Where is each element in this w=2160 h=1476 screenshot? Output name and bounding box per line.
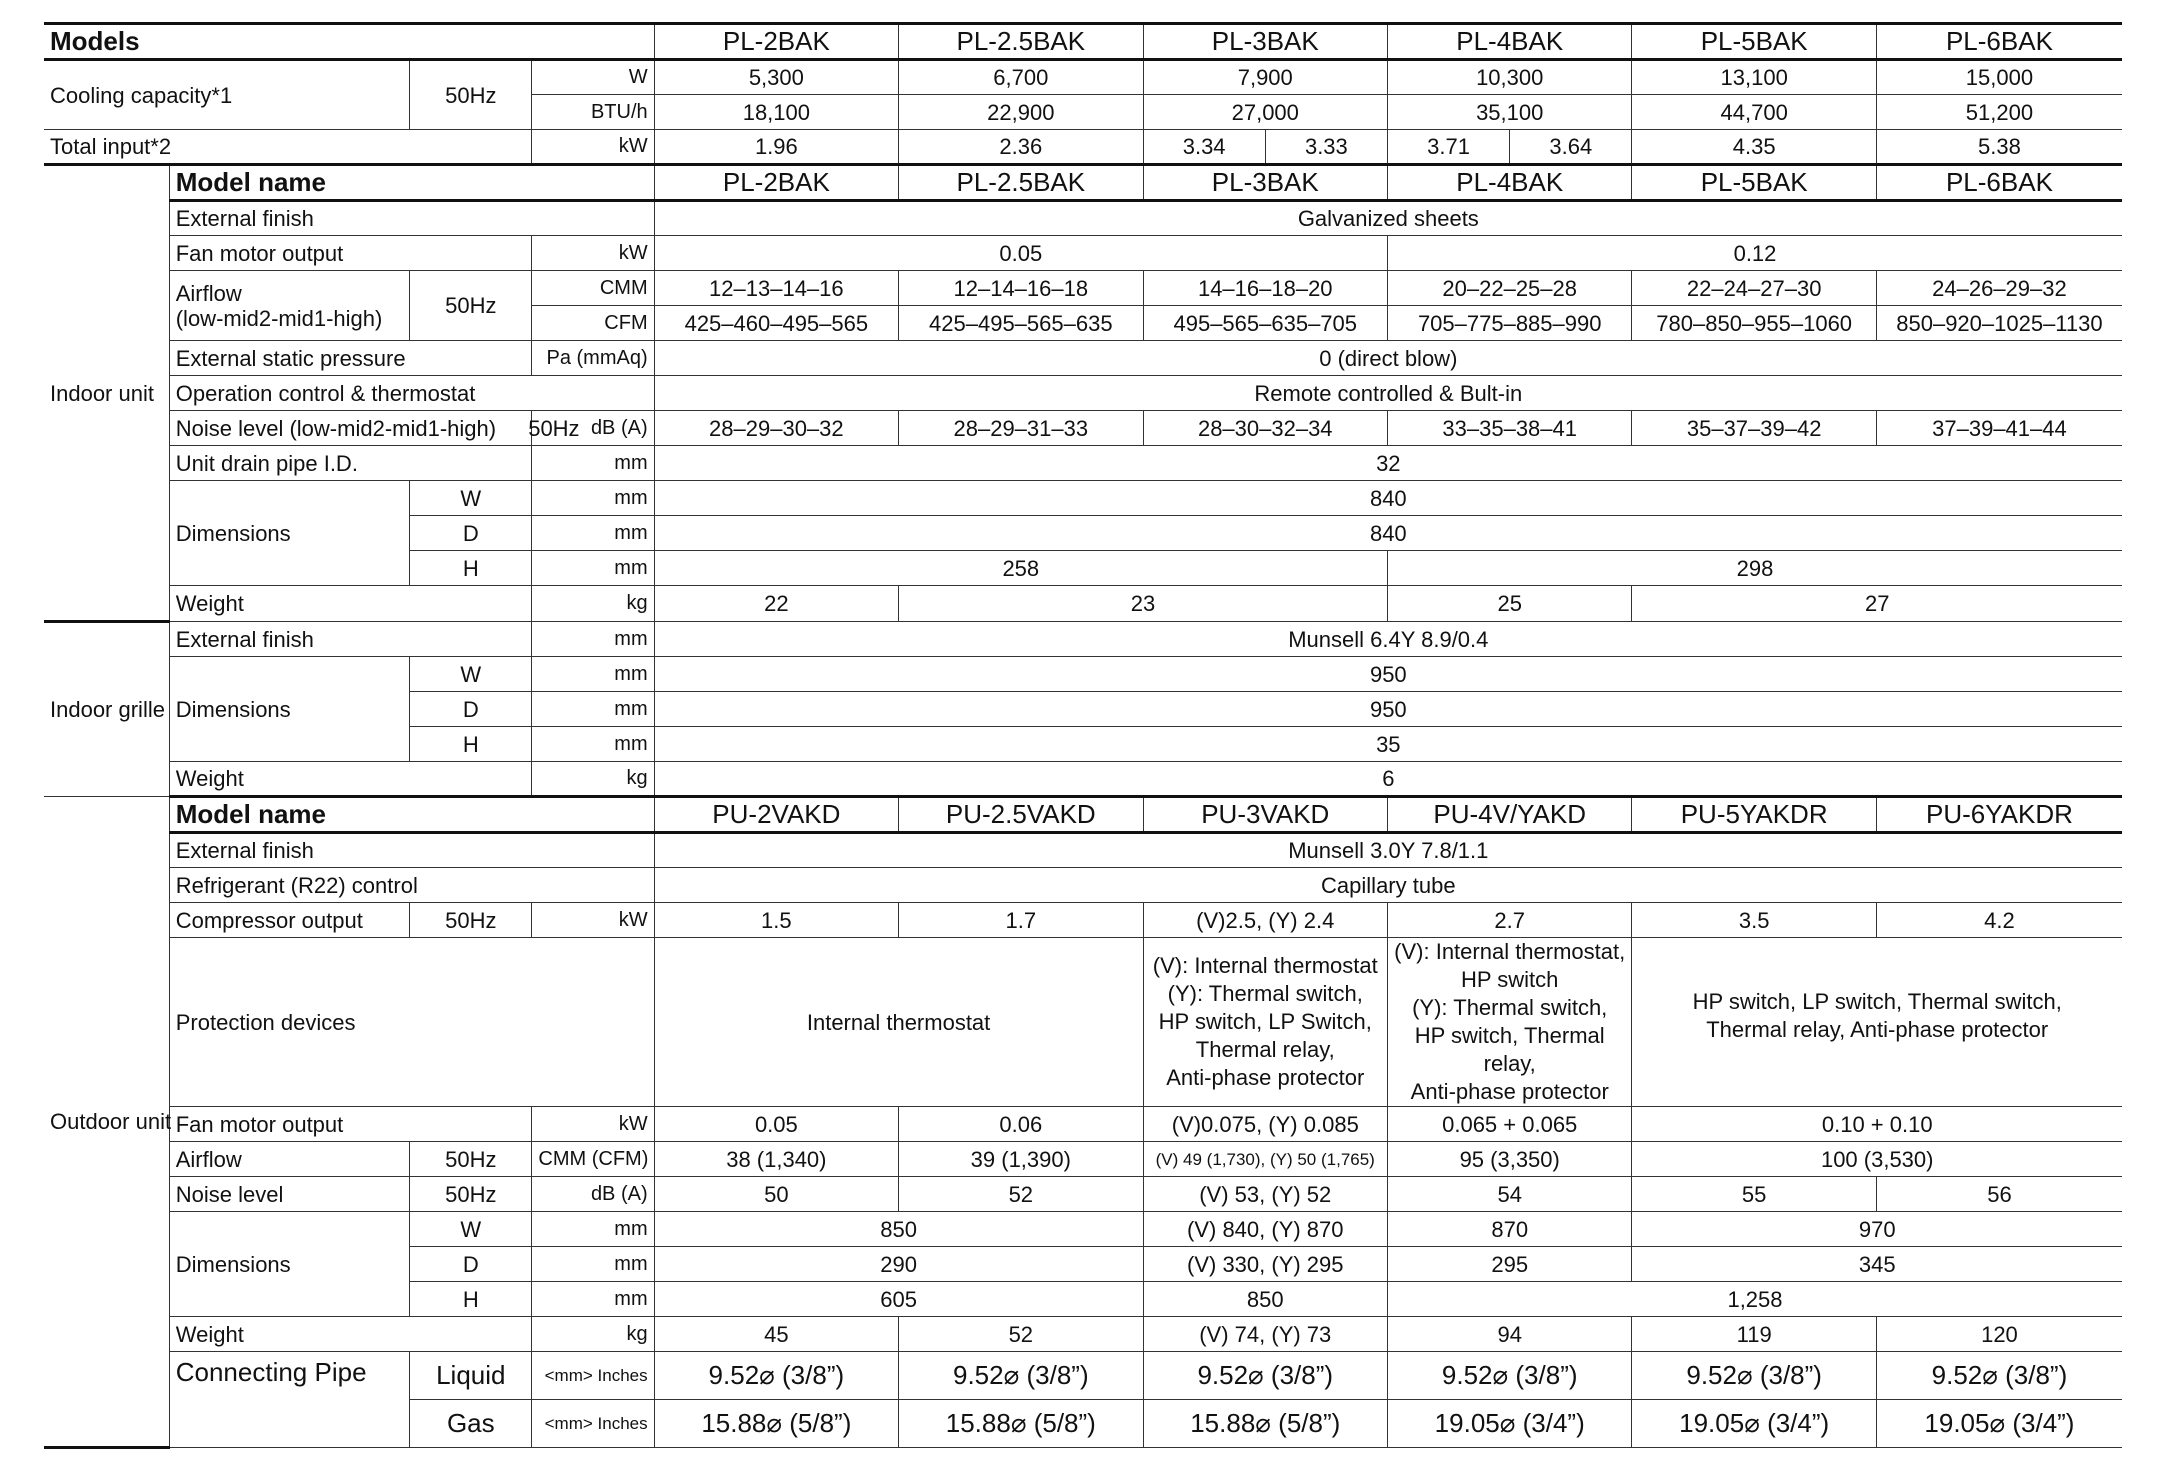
- value-cell: 37–39–41–44: [1876, 411, 2122, 446]
- unit-label: mm: [532, 1212, 654, 1247]
- model-header: PL-6BAK: [1876, 24, 2122, 60]
- unit-label: mm: [532, 446, 654, 481]
- value-cell: 54: [1387, 1177, 1631, 1212]
- value-cell: 14–16–18–20: [1143, 271, 1387, 306]
- value-cell: 22,900: [899, 95, 1143, 130]
- model-header: PU-4V/YAKD: [1387, 797, 1631, 833]
- row-label: External finish: [169, 622, 532, 657]
- value-cell: Galvanized sheets: [654, 201, 2122, 236]
- value-cell: 33–35–38–41: [1387, 411, 1631, 446]
- value-cell: 22: [654, 586, 898, 622]
- row-label: External finish: [169, 201, 654, 236]
- value-cell: 3.33: [1265, 130, 1387, 165]
- model-header: PL-5BAK: [1632, 165, 1876, 201]
- value-cell: 5.38: [1876, 130, 2122, 165]
- value-cell: 7,900: [1143, 60, 1387, 95]
- dimension-axis-label: D: [410, 692, 532, 727]
- row-label: Weight: [169, 762, 532, 797]
- spec-table-wrapper: [44, 22, 2122, 1449]
- value-cell: 290: [654, 1247, 1143, 1282]
- unit-label: mm: [532, 481, 654, 516]
- unit-label: mm: [532, 692, 654, 727]
- value-cell: 15,000: [1876, 60, 2122, 95]
- unit-label: mm: [532, 727, 654, 762]
- model-header: PL-2BAK: [654, 165, 898, 201]
- value-cell: 0.05: [654, 236, 1387, 271]
- value-cell: 4.35: [1632, 130, 1876, 165]
- row-label: Protection devices: [169, 938, 654, 1107]
- row-label: Weight: [169, 1317, 532, 1352]
- frequency-label: 50Hz: [410, 271, 532, 341]
- value-cell: 3.5: [1632, 903, 1876, 938]
- value-cell: 2.36: [899, 130, 1143, 165]
- dimension-axis-label: H: [410, 551, 532, 586]
- airflow-label: [169, 271, 409, 341]
- model-header: PL-3BAK: [1143, 24, 1387, 60]
- model-header: PL-4BAK: [1387, 24, 1631, 60]
- value-cell: 56: [1876, 1177, 2122, 1212]
- model-header: PL-2.5BAK: [899, 165, 1143, 201]
- value-cell: 28–29–31–33: [899, 411, 1143, 446]
- noise-level-label: [169, 411, 580, 446]
- value-cell: 15.88⌀ (5/8”): [899, 1400, 1143, 1448]
- value-cell: 35–37–39–42: [1632, 411, 1876, 446]
- value-cell: 295: [1387, 1247, 1631, 1282]
- value-cell: 1.5: [654, 903, 898, 938]
- row-label: External finish: [169, 833, 654, 868]
- row-label: Dimensions: [169, 481, 409, 586]
- unit-label: <mm> Inches: [532, 1352, 654, 1400]
- value-cell: 12–14–16–18: [899, 271, 1143, 306]
- dimension-axis-label: D: [410, 516, 532, 551]
- value-line: Thermal relay,: [1195, 1037, 1335, 1062]
- value-cell: Munsell 6.4Y 8.9/0.4: [654, 622, 2122, 657]
- model-header: PL-4BAK: [1387, 165, 1631, 201]
- row-label: Fan motor output: [169, 1107, 532, 1142]
- value-cell: 18,100: [654, 95, 898, 130]
- unit-label: BTU/h: [532, 95, 654, 130]
- model-header: PL-6BAK: [1876, 165, 2122, 201]
- unit-label: mm: [532, 622, 654, 657]
- row-sublabel: (low-mid2-mid1-high): [175, 305, 383, 331]
- value-cell: 840: [654, 516, 2122, 551]
- value-cell: 12–13–14–16: [654, 271, 898, 306]
- value-cell: 258: [654, 551, 1387, 586]
- value-cell: 850: [1143, 1282, 1387, 1317]
- unit-label: CFM: [532, 306, 654, 341]
- value-cell: 35,100: [1387, 95, 1631, 130]
- row-label: Connecting Pipe: [169, 1352, 409, 1448]
- frequency-label: 50Hz: [410, 1177, 532, 1212]
- value-cell: 3.64: [1510, 130, 1632, 165]
- value-cell: 52: [899, 1317, 1143, 1352]
- total-input-label: Total input*2: [44, 130, 532, 165]
- row-label: Dimensions: [169, 657, 409, 762]
- row-label: Unit drain pipe I.D.: [169, 446, 532, 481]
- value-cell: 0.05: [654, 1107, 898, 1142]
- unit-label: W: [532, 60, 654, 95]
- value-cell: 298: [1387, 551, 2122, 586]
- frequency-label: 50Hz: [528, 415, 580, 441]
- value-cell: 850–920–1025–1130: [1876, 306, 2122, 341]
- pipe-type-label: Gas: [410, 1400, 532, 1448]
- value-cell: 10,300: [1387, 60, 1631, 95]
- row-label: Noise level: [175, 415, 284, 441]
- value-cell: 19.05⌀ (3/4”): [1632, 1400, 1876, 1448]
- specification-table: [44, 22, 2122, 1449]
- value-cell: Internal thermostat: [654, 938, 1143, 1107]
- value-cell: 4.2: [1876, 903, 2122, 938]
- value-cell: 50: [654, 1177, 898, 1212]
- value-cell: 2.7: [1387, 903, 1631, 938]
- value-cell: 23: [899, 586, 1388, 622]
- value-cell: 100 (3,530): [1632, 1142, 2122, 1177]
- model-header: PL-2.5BAK: [899, 24, 1143, 60]
- cooling-capacity-label: Cooling capacity*1: [44, 60, 410, 130]
- value-cell: (V) 53, (Y) 52: [1143, 1177, 1387, 1212]
- value-cell: 780–850–955–1060: [1632, 306, 1876, 341]
- unit-label: kW: [532, 903, 654, 938]
- row-label: Compressor output: [169, 903, 409, 938]
- value-cell: 55: [1632, 1177, 1876, 1212]
- value-cell: 1,258: [1387, 1282, 2122, 1317]
- value-cell: 51,200: [1876, 95, 2122, 130]
- value-line: HP switch, LP switch, Thermal switch,: [1692, 989, 2062, 1014]
- value-line: (Y): Thermal switch,: [1412, 995, 1608, 1020]
- value-cell: 345: [1632, 1247, 2122, 1282]
- value-cell: 19.05⌀ (3/4”): [1387, 1400, 1631, 1448]
- value-cell: 15.88⌀ (5/8”): [1143, 1400, 1387, 1448]
- value-cell: 95 (3,350): [1387, 1142, 1631, 1177]
- dimension-axis-label: W: [410, 1212, 532, 1247]
- model-name-label: Model name: [169, 165, 654, 201]
- unit-label: <mm> Inches: [532, 1400, 654, 1448]
- value-cell: 24–26–29–32: [1876, 271, 2122, 306]
- model-header: PU-3VAKD: [1143, 797, 1387, 833]
- unit-label: kg: [532, 762, 654, 797]
- value-cell: 950: [654, 692, 2122, 727]
- unit-label: kg: [532, 586, 654, 622]
- protection-devices-cell: [1632, 938, 2122, 1107]
- frequency-label: 50Hz: [410, 60, 532, 130]
- value-cell: (V) 74, (Y) 73: [1143, 1317, 1387, 1352]
- row-label: Airflow: [169, 1142, 409, 1177]
- outdoor-unit-group-label: Outdoor unit: [44, 797, 169, 1448]
- value-cell: Remote controlled & Bult-in: [654, 376, 2122, 411]
- value-cell: 425–495–565–635: [899, 306, 1143, 341]
- row-sublabel: (low-mid2-mid1-high): [289, 415, 497, 441]
- value-cell: 28–30–32–34: [1143, 411, 1387, 446]
- value-cell: 19.05⌀ (3/4”): [1876, 1400, 2122, 1448]
- indoor-unit-group-label: Indoor unit: [44, 165, 169, 622]
- value-cell: 705–775–885–990: [1387, 306, 1631, 341]
- value-cell: 9.52⌀ (3/8”): [1143, 1352, 1387, 1400]
- value-cell: 840: [654, 481, 2122, 516]
- row-label: Operation control & thermostat: [169, 376, 654, 411]
- dimension-axis-label: H: [410, 727, 532, 762]
- value-cell: 119: [1632, 1317, 1876, 1352]
- value-cell: 38 (1,340): [654, 1142, 898, 1177]
- unit-label: kW: [532, 236, 654, 271]
- value-line: Anti-phase protector: [1410, 1079, 1609, 1104]
- unit-label: mm: [532, 657, 654, 692]
- row-label: External static pressure: [169, 341, 532, 376]
- value-line: (V): Internal thermostat: [1152, 953, 1378, 978]
- value-cell: (V) 330, (Y) 295: [1143, 1247, 1387, 1282]
- indoor-grille-group-label: Indoor grille: [44, 622, 169, 797]
- model-header: PL-3BAK: [1143, 165, 1387, 201]
- dimension-axis-label: D: [410, 1247, 532, 1282]
- value-cell: 495–565–635–705: [1143, 306, 1387, 341]
- value-cell: 32: [654, 446, 2122, 481]
- value-cell: 94: [1387, 1317, 1631, 1352]
- model-header: PL-5BAK: [1632, 24, 1876, 60]
- value-cell: 28–29–30–32: [654, 411, 898, 446]
- value-cell: 35: [654, 727, 2122, 762]
- value-line: HP switch, LP Switch,: [1158, 1009, 1372, 1034]
- row-label: Noise level: [169, 1177, 409, 1212]
- unit-label: dB (A): [532, 1177, 654, 1212]
- value-cell: 27,000: [1143, 95, 1387, 130]
- value-cell: 6,700: [899, 60, 1143, 95]
- value-cell: 39 (1,390): [899, 1142, 1143, 1177]
- model-header: PU-2.5VAKD: [899, 797, 1143, 833]
- value-cell: 44,700: [1632, 95, 1876, 130]
- model-header: PU-5YAKDR: [1632, 797, 1876, 833]
- value-line: HP switch, Thermal relay,: [1414, 1023, 1605, 1076]
- protection-devices-cell: [1143, 938, 1387, 1107]
- value-cell: 0.06: [899, 1107, 1143, 1142]
- row-label: Refrigerant (R22) control: [169, 868, 654, 903]
- row-label: Dimensions: [169, 1212, 409, 1317]
- unit-label: mm: [532, 1282, 654, 1317]
- value-cell: 0 (direct blow): [654, 341, 2122, 376]
- value-cell: Munsell 3.0Y 7.8/1.1: [654, 833, 2122, 868]
- value-cell: 1.7: [899, 903, 1143, 938]
- unit-label: kW: [532, 130, 654, 165]
- model-header: PU-2VAKD: [654, 797, 898, 833]
- value-cell: 45: [654, 1317, 898, 1352]
- unit-label: CMM (CFM): [532, 1142, 654, 1177]
- unit-label: CMM: [532, 271, 654, 306]
- value-cell: 970: [1632, 1212, 2122, 1247]
- value-cell: 6: [654, 762, 2122, 797]
- unit-label: kW: [532, 1107, 654, 1142]
- model-header: PL-2BAK: [654, 24, 898, 60]
- value-cell: 52: [899, 1177, 1143, 1212]
- value-cell: 870: [1387, 1212, 1631, 1247]
- value-cell: 120: [1876, 1317, 2122, 1352]
- value-cell: (V) 49 (1,730), (Y) 50 (1,765): [1143, 1142, 1387, 1177]
- value-cell: 3.34: [1143, 130, 1265, 165]
- model-header: PU-6YAKDR: [1876, 797, 2122, 833]
- value-cell: 0.10 + 0.10: [1632, 1107, 2122, 1142]
- unit-label: Pa (mmAq): [532, 341, 654, 376]
- value-cell: 25: [1387, 586, 1631, 622]
- frequency-label: 50Hz: [410, 1142, 532, 1177]
- value-cell: 13,100: [1632, 60, 1876, 95]
- unit-label: mm: [532, 516, 654, 551]
- unit-label: dB (A): [532, 411, 654, 446]
- row-label: Fan motor output: [169, 236, 532, 271]
- value-cell: 1.96: [654, 130, 898, 165]
- value-cell: 3.71: [1387, 130, 1509, 165]
- dimension-axis-label: W: [410, 481, 532, 516]
- value-cell: 9.52⌀ (3/8”): [1387, 1352, 1631, 1400]
- model-name-label: Model name: [169, 797, 654, 833]
- value-cell: 20–22–25–28: [1387, 271, 1631, 306]
- unit-label: mm: [532, 551, 654, 586]
- value-cell: 9.52⌀ (3/8”): [1876, 1352, 2122, 1400]
- value-cell: Capillary tube: [654, 868, 2122, 903]
- value-cell: 5,300: [654, 60, 898, 95]
- dimension-axis-label: H: [410, 1282, 532, 1317]
- value-cell: 850: [654, 1212, 1143, 1247]
- value-cell: 9.52⌀ (3/8”): [1632, 1352, 1876, 1400]
- protection-devices-cell: [1387, 938, 1631, 1107]
- models-header: Models: [44, 24, 654, 60]
- value-cell: 9.52⌀ (3/8”): [654, 1352, 898, 1400]
- value-cell: (V) 840, (Y) 870: [1143, 1212, 1387, 1247]
- value-cell: (V)2.5, (Y) 2.4: [1143, 903, 1387, 938]
- value-line: Thermal relay, Anti-phase protector: [1706, 1017, 2049, 1042]
- pipe-type-label: Liquid: [410, 1352, 532, 1400]
- frequency-label: 50Hz: [410, 903, 532, 938]
- unit-label: kg: [532, 1317, 654, 1352]
- value-cell: 9.52⌀ (3/8”): [899, 1352, 1143, 1400]
- value-cell: 22–24–27–30: [1632, 271, 1876, 306]
- value-cell: 0.065 + 0.065: [1387, 1107, 1631, 1142]
- row-label: Airflow: [175, 280, 242, 306]
- value-cell: 15.88⌀ (5/8”): [654, 1400, 898, 1448]
- value-line: (Y): Thermal switch,: [1167, 981, 1363, 1006]
- value-cell: 27: [1632, 586, 2122, 622]
- value-cell: 605: [654, 1282, 1143, 1317]
- row-label: Weight: [169, 586, 532, 622]
- value-cell: (V)0.075, (Y) 0.085: [1143, 1107, 1387, 1142]
- value-line: Anti-phase protector: [1166, 1065, 1365, 1090]
- unit-label: mm: [532, 1247, 654, 1282]
- value-line: HP switch: [1461, 967, 1559, 992]
- value-cell: 425–460–495–565: [654, 306, 898, 341]
- value-line: (V): Internal thermostat,: [1394, 939, 1626, 964]
- dimension-axis-label: W: [410, 657, 532, 692]
- value-cell: 950: [654, 657, 2122, 692]
- value-cell: 0.12: [1387, 236, 2122, 271]
